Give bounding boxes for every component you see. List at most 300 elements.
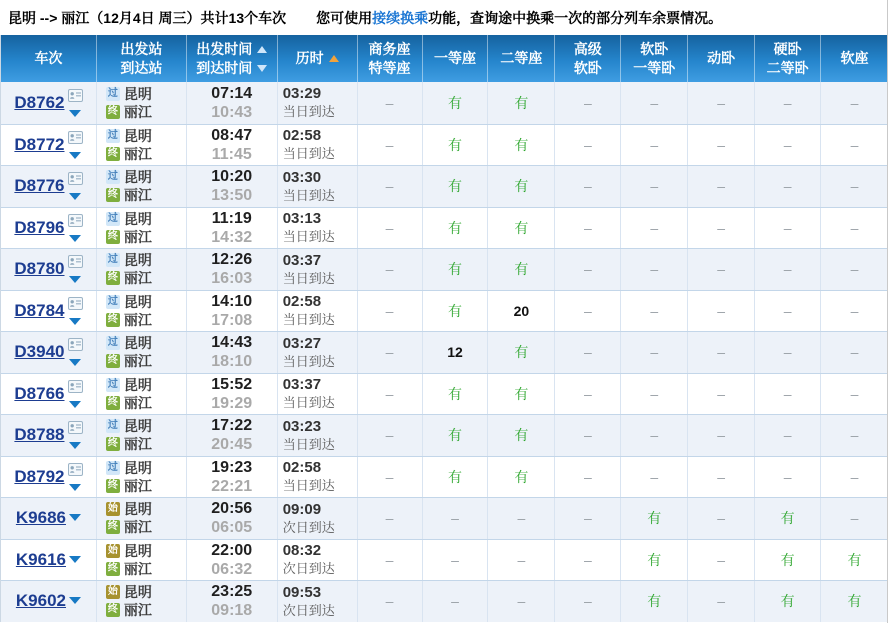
seat-availability: – [385,385,394,402]
station-type-badge: 终 [107,521,118,533]
duration-cell [277,82,357,124]
arrival-time: 09:18 [211,602,253,620]
seat-cell-rz [820,125,888,166]
seat-availability: – [717,219,726,236]
seat-availability: – [850,344,859,361]
departure-station-line [106,583,152,601]
departure-station: 昆明 [123,169,152,186]
seat-cell-yw-edw [754,82,820,124]
seat-cell-yw-edw [754,540,820,581]
column-header-line [34,50,62,67]
departure-time: 17:22 [211,417,253,435]
table-row [1,580,888,622]
arrival-time: 18:10 [211,353,253,371]
station-type-badge: 过 [107,295,118,307]
duration-value: 09:53 [282,583,322,601]
stations-cell [96,540,186,581]
seat-availability: – [385,344,394,361]
seat-availability: – [783,219,792,236]
train-number-link[interactable]: D8788 [14,425,65,445]
seat-cell-dw [687,498,754,539]
column-header-lishi[interactable] [277,35,357,82]
seat-availability: – [850,510,859,527]
column-header-line [574,41,602,58]
column-header-label: 动卧 [707,50,736,66]
id-card-icon [68,172,83,190]
column-header-label: 特等座 [368,59,411,76]
table-row [1,539,888,581]
transfer-tip [316,8,722,28]
departure-station-line [106,293,152,311]
column-header-line [296,50,339,67]
station-type-badge: 终 [107,438,118,450]
departure-station: 昆明 [123,542,152,559]
id-card-icon [68,255,83,273]
train-wrap [14,89,82,117]
seat-availability: 有 [847,551,862,568]
arrive-day-note: 当日到达 [282,353,335,369]
train-side-controls [68,297,83,325]
seat-cell-ydz [422,581,488,622]
arrival-station-line [106,435,152,453]
train-cell [1,332,96,373]
seat-availability: – [850,219,859,236]
train-wrap [14,214,82,242]
seat-availability: 有 [647,510,662,527]
stations-cell [96,332,186,373]
column-header-line [369,41,411,58]
seat-availability: – [717,178,726,195]
column-header-label: 软卧 [573,59,602,76]
train-number-link[interactable]: K9616 [15,549,66,569]
chevron-down-icon[interactable] [69,318,81,325]
departure-time: 14:10 [211,292,253,310]
departure-station: 昆明 [123,335,152,352]
train-wrap [14,421,82,449]
seat-cell-rz [820,82,888,124]
station-type-badge: 过 [107,254,118,266]
seat-cell-yw-edw [754,291,820,332]
seat-availability: – [850,468,859,485]
departure-station: 昆明 [123,210,152,227]
duration-cell [277,125,357,166]
stations-cell [96,125,186,166]
arrival-time: 13:50 [211,187,253,205]
seat-cell-ydz [422,166,488,207]
column-header-line [767,60,809,77]
chevron-down-icon[interactable] [69,276,81,283]
table-header-row [1,35,888,82]
seat-cell-rw-ydw [620,332,687,373]
train-number-link[interactable]: D8776 [14,176,65,196]
seat-cell-gjrw [554,540,620,581]
seat-cell-gjrw [554,208,620,249]
seat-availability: – [850,302,859,319]
column-header-label: 软卧 [640,40,669,57]
seat-availability: – [650,94,659,111]
seat-cell-ydz [422,498,488,539]
arrival-station: 丽江 [123,477,152,494]
transfer-link[interactable]: 接续换乘 [372,9,429,26]
seat-cell-yw-edw [754,208,820,249]
station-type-badge: 始 [107,544,118,556]
seat-cell-dw [687,540,754,581]
departure-station-line [106,500,152,518]
summary-bar [0,0,887,35]
duration-value: 03:30 [282,168,322,186]
times-cell [186,581,277,622]
seat-cell-rw-ydw [620,208,687,249]
departure-station: 昆明 [123,293,152,310]
arrival-station: 丽江 [123,394,152,411]
arrival-station-line [106,518,152,536]
arrival-station-line [106,477,152,495]
seat-cell-edz [487,166,554,207]
seat-cell-ydz [422,125,488,166]
duration-value: 03:13 [282,210,322,228]
station-type-badge: 过 [107,461,118,473]
chevron-down-icon[interactable] [69,514,81,521]
seat-cell-rw-ydw [620,374,687,415]
column-header-line [120,60,162,77]
train-side-controls [68,463,83,491]
seat-availability: – [583,302,592,319]
train-side-controls [68,172,83,200]
departure-station: 昆明 [123,418,152,435]
column-header-label: 一等座 [433,50,476,66]
chevron-down-icon[interactable] [69,401,81,408]
id-card-icon [68,338,83,356]
seat-availability: – [583,344,592,361]
train-number-link[interactable]: D8772 [14,134,65,154]
seat-cell-yw-edw [754,374,820,415]
seat-availability: 有 [447,178,462,195]
arrival-station-line [106,394,152,412]
table-row [1,414,888,456]
times-cell [186,208,277,249]
seat-cell-rw-ydw [620,125,687,166]
seat-availability: – [850,261,859,278]
seat-cell-rw-ydw [620,540,687,581]
seat-cell-dw [687,415,754,456]
stations-cell [96,581,186,622]
sort-desc-arrow-icon[interactable] [257,65,267,72]
seat-cell-rw-ydw [620,415,687,456]
id-card-icon [68,89,83,107]
seat-cell-rw-ydw [620,249,687,290]
arrival-time: 22:21 [211,477,253,495]
chevron-down-icon[interactable] [69,359,81,366]
times-cell [186,166,277,207]
seat-availability: – [385,219,394,236]
seat-cell-edz [487,332,554,373]
seat-availability: – [783,427,792,444]
duration-value: 03:27 [282,334,322,352]
seat-cell-gjrw [554,249,620,290]
seat-availability: – [583,261,592,278]
train-side-controls [68,255,83,283]
train-wrap [14,172,82,200]
duration-value: 09:09 [282,500,322,518]
chevron-down-icon[interactable] [69,484,81,491]
chevron-down-icon[interactable] [69,442,81,449]
seat-cell-swz-tdz [357,166,422,207]
arrive-day-note: 当日到达 [282,146,335,162]
sort-asc-arrow-icon[interactable] [257,46,267,53]
column-header-label: 一等卧 [633,59,676,76]
seat-cell-gjrw [554,581,620,622]
seat-availability: – [583,510,592,527]
column-header-line [500,50,542,67]
seat-availability: – [517,593,526,610]
id-card-icon [68,214,83,232]
train-number-link[interactable]: D8784 [14,300,65,320]
seat-availability: – [717,385,726,402]
column-header-label: 到达站 [120,59,163,76]
column-header-label: 商务座 [368,40,411,57]
train-number-link[interactable]: K9602 [15,591,66,611]
departure-station-line [106,376,152,394]
seat-availability: – [783,302,792,319]
departure-time: 12:26 [211,251,253,269]
seat-availability: 有 [514,261,529,278]
table-body [1,82,888,622]
id-card-icon [68,380,83,398]
departure-time: 11:19 [211,209,252,227]
departure-time: 20:56 [211,500,253,518]
arrival-time: 06:32 [211,560,253,578]
chevron-down-icon[interactable] [69,597,81,604]
seat-cell-edz [487,125,554,166]
departure-time: 22:00 [211,541,253,559]
arrival-station: 丽江 [123,311,152,328]
seat-cell-edz [487,374,554,415]
column-header-line [841,50,869,67]
arrive-day-note: 当日到达 [282,270,335,286]
seat-cell-ydz [422,415,488,456]
arrive-day-note: 次日到达 [282,519,335,535]
id-card-icon [68,463,83,481]
seat-availability: – [517,551,526,568]
times-cell [186,498,277,539]
departure-time: 14:43 [211,334,253,352]
seat-cell-dw [687,581,754,622]
seat-availability: – [717,261,726,278]
seat-availability: – [385,261,394,278]
train-wrap [16,508,81,528]
column-header-label: 硬卧 [773,40,802,57]
arrival-station-line [106,228,152,246]
departure-station-line [106,417,152,435]
seat-cell-rz [820,374,888,415]
stations-cell [96,415,186,456]
departure-station: 昆明 [123,501,152,518]
seat-cell-rz [820,498,888,539]
seat-availability: – [650,219,659,236]
seat-availability: 有 [514,468,529,485]
seat-cell-rz [820,415,888,456]
seat-cell-ydz [422,332,488,373]
chevron-down-icon[interactable] [69,556,81,563]
arrive-day-note: 当日到达 [282,478,335,494]
departure-station-line [106,459,152,477]
seat-availability: – [783,468,792,485]
seat-cell-swz-tdz [357,540,422,581]
chevron-down-icon[interactable] [69,193,81,200]
train-cell [1,208,96,249]
seat-availability: 有 [847,593,862,610]
departure-time: 15:52 [211,375,253,393]
seat-availability: 有 [514,219,529,236]
train-cell [1,581,96,622]
column-header-line [196,41,267,58]
seat-cell-swz-tdz [357,125,422,166]
tip-suffix: 功能，查询途中换乘一次的部分列车余票情况。 [428,9,723,26]
seat-availability: – [583,593,592,610]
table-row [1,497,888,539]
seat-cell-yw-edw [754,332,820,373]
seat-cell-dw [687,82,754,124]
departure-station-line [106,251,152,269]
seat-cell-swz-tdz [357,581,422,622]
seat-availability: – [850,427,859,444]
column-header-gjrw [554,35,620,82]
train-number-link[interactable]: D3940 [14,342,65,362]
train-wrap [14,338,82,366]
seat-availability: – [783,385,792,402]
seat-availability: – [385,427,394,444]
station-type-badge: 过 [107,420,118,432]
stations-cell [96,457,186,498]
train-wrap [16,591,81,611]
seat-availability: 有 [514,344,529,361]
train-number-link[interactable]: D8792 [14,466,65,486]
seat-availability: – [717,136,726,153]
departure-station: 昆明 [123,252,152,269]
stations-cell [96,374,186,415]
times-cell [186,415,277,456]
id-card-icon [68,297,83,315]
chevron-down-icon[interactable] [69,110,81,117]
seat-cell-dw [687,291,754,332]
train-cell [1,166,96,207]
table-row [1,165,888,207]
arrival-station: 丽江 [123,270,152,287]
seat-cell-ydz [422,457,488,498]
arrival-time: 10:43 [211,103,253,121]
station-type-badge: 过 [107,378,118,390]
arrival-time: 11:45 [211,145,252,163]
train-number-link[interactable]: K9686 [15,508,66,528]
times-cell [186,540,277,581]
seat-cell-ydz [422,82,488,124]
column-header-rw-ydw [620,35,687,82]
arrival-station-line [106,269,152,287]
departure-time: 10:20 [211,168,253,186]
seat-cell-edz [487,498,554,539]
seat-cell-rz [820,581,888,622]
train-cell [1,291,96,332]
seat-cell-rz [820,166,888,207]
arrival-station-line [106,352,152,370]
seat-cell-ydz [422,374,488,415]
arrive-day-note: 次日到达 [282,561,335,577]
seat-cell-edz [487,208,554,249]
seat-availability: – [717,551,726,568]
duration-value: 08:32 [282,542,322,560]
seat-availability: – [517,510,526,527]
stations-cell [96,166,186,207]
train-wrap [14,255,82,283]
arrival-station: 丽江 [123,519,152,536]
seat-availability: 有 [447,302,462,319]
seat-availability: – [717,344,726,361]
departure-time: 07:14 [211,84,253,102]
seat-availability: – [717,94,726,111]
column-header-swz-tdz [357,35,422,82]
duration-value: 03:29 [282,85,322,103]
column-header-times[interactable] [186,35,277,82]
seat-availability: – [783,178,792,195]
train-number-link[interactable]: D8766 [14,383,65,403]
seat-cell-swz-tdz [357,498,422,539]
station-type-badge: 过 [107,129,118,141]
chevron-down-icon[interactable] [69,235,81,242]
arrival-station: 丽江 [123,436,152,453]
arrival-station: 丽江 [123,187,152,204]
seat-availability: 有 [447,94,462,111]
seat-availability: – [451,551,459,568]
seat-availability: 12 [447,344,463,361]
stations-cell [96,82,186,124]
seat-cell-swz-tdz [357,374,422,415]
seat-availability: – [650,136,659,153]
column-header-line [574,60,602,77]
seat-cell-ydz [422,249,488,290]
station-type-badge: 终 [107,313,118,325]
train-number-link[interactable]: D8780 [14,259,65,279]
seat-availability: – [583,468,592,485]
departure-station-line [106,334,152,352]
seat-cell-rz [820,540,888,581]
id-card-icon [68,131,83,149]
arrival-station: 丽江 [123,145,152,162]
seat-availability: 20 [513,302,530,319]
arrival-time: 19:29 [211,394,253,412]
sort-asc-arrow-icon[interactable] [329,55,339,62]
column-header-line [120,41,162,58]
stations-cell [96,498,186,539]
seat-availability: – [717,302,726,319]
station-type-badge: 终 [107,230,118,242]
seat-availability: – [385,302,394,319]
seat-cell-ydz [422,540,488,581]
table-row [1,124,888,166]
seat-availability: – [783,94,792,111]
departure-station: 昆明 [123,127,152,144]
seat-cell-gjrw [554,374,620,415]
train-number-link[interactable]: D8796 [14,217,65,237]
arrival-station: 丽江 [123,103,152,120]
seat-availability: – [385,136,394,153]
chevron-down-icon[interactable] [69,152,81,159]
duration-cell [277,374,357,415]
seat-cell-swz-tdz [357,415,422,456]
seat-cell-gjrw [554,415,620,456]
train-cell [1,249,96,290]
seat-cell-dw [687,125,754,166]
train-number-link[interactable]: D8762 [14,92,65,112]
